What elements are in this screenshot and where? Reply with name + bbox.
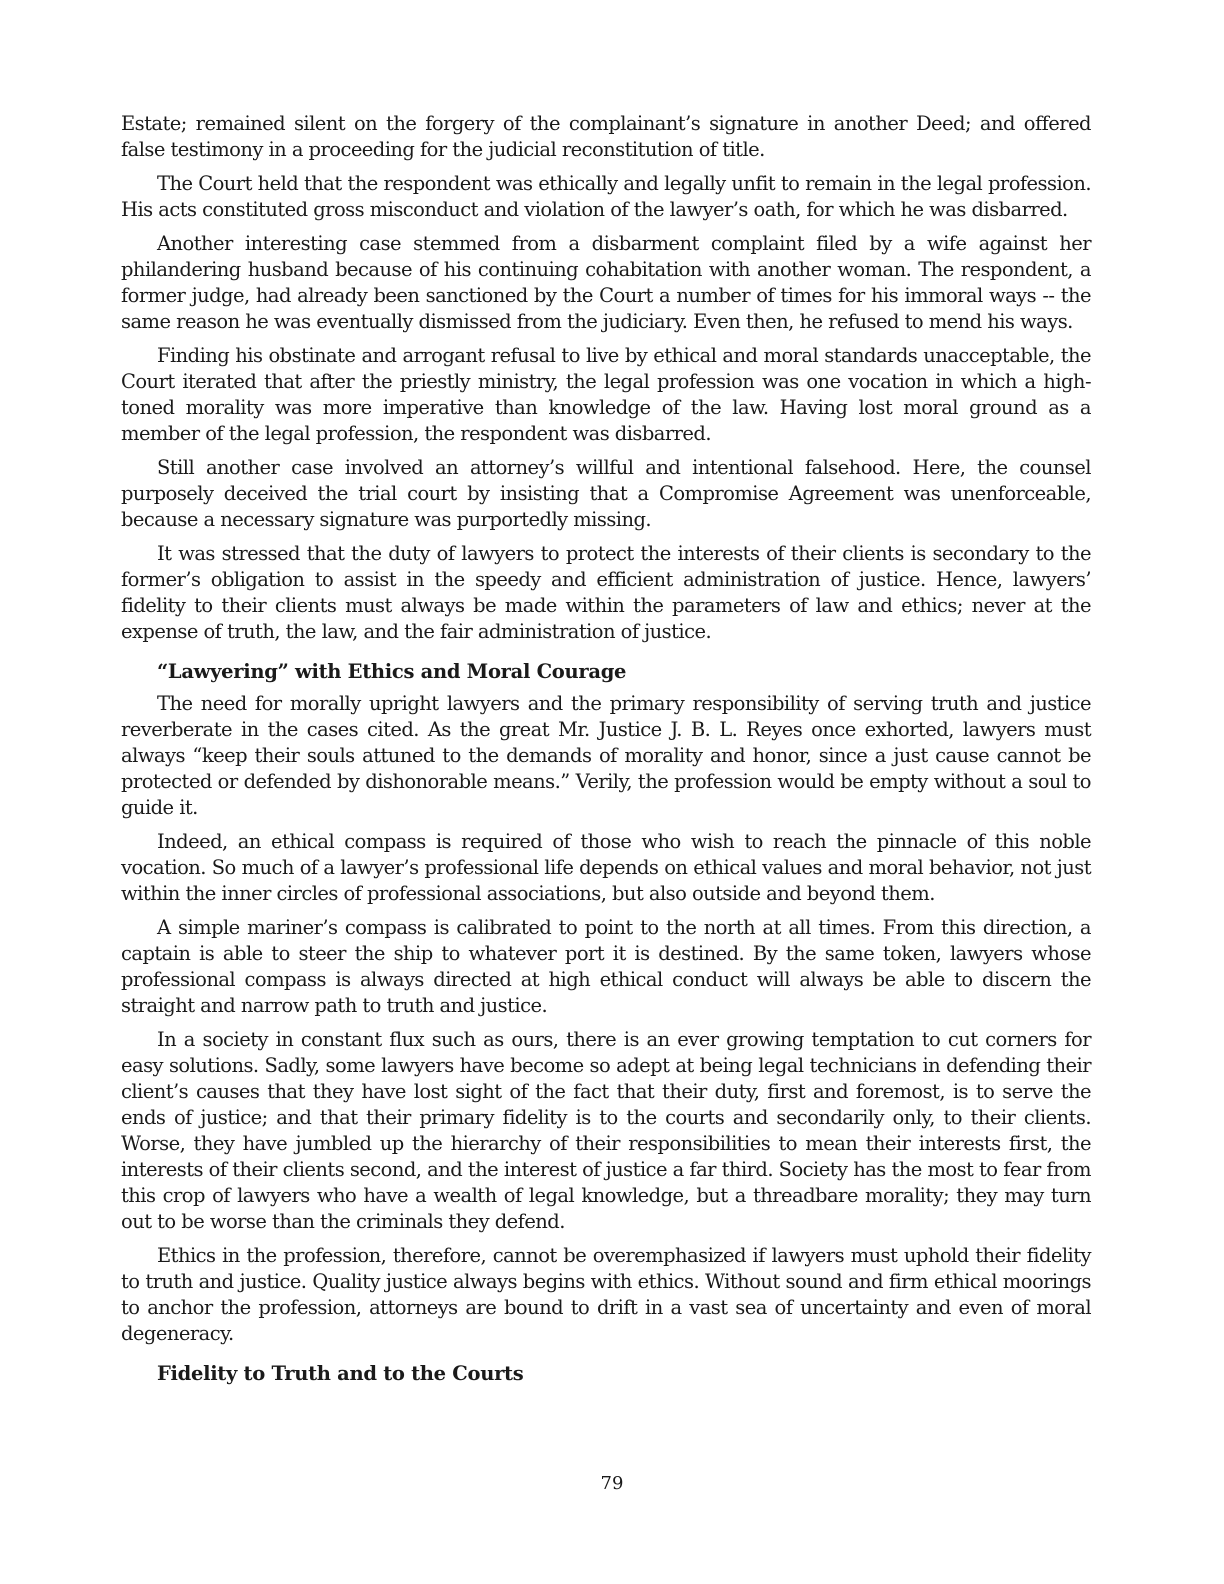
paragraph: A simple mariner’s compass is calibrated to point to the north at all times. From this direction, a captain is able to steer the ship to whatever port it is destined. By the same token, lawyers whose professional compass is always directed at high ethical conduct will always be able to discern the straight and narrow path to truth and justice. [121, 916, 1091, 1017]
paragraph: Estate; remained silent on the forgery of the complainant’s signature in another Deed; and offered false testimony in a proceeding for the judicial reconstitution of title. [121, 112, 1091, 161]
paragraph: Ethics in the profession, therefore, cannot be overemphasized if lawyers must uphold their fidelity to truth and justice. Quality justice always begins with ethics. Without sound and firm ethical moorings to anchor the profession, attorneys are bound to drift in a vast sea of uncertainty and even of moral degeneracy. [121, 1244, 1091, 1345]
section-heading-fidelity: Fidelity to Truth and to the Courts [157, 1362, 524, 1385]
paragraph: Still another case involved an attorney’s willful and intentional falsehood. Here, the counsel purposely deceived the trial court by insisting that a Compromise Agreement was unenforceable, because a necessary signature was purportedly missing. [121, 456, 1091, 531]
paragraph: In a society in constant flux such as ours, there is an ever growing temptation to cut corners for easy solutions. Sadly, some lawyers have become so adept at being legal technicians in defending their client’s causes that they have lost sight of the fact that their duty, first and foremost, is to serve the ends of justice; and that their primary fidelity is to the courts and secondarily only, to their clients. Worse, they have jumbled up the hierarchy of their responsibilities to mean their interests first, the interests of their clients second, and the interest of justice a far third. Society has the most to fear from this crop of lawyers who have a wealth of legal knowledge, but a threadbare morality; they may turn out to be worse than the criminals they defend. [121, 1028, 1091, 1233]
paragraph: Finding his obstinate and arrogant refusal to live by ethical and moral standards unacceptable, the Court iterated that after the priestly ministry, the legal profession was one vocation in which a high-toned morality was more imperative than knowledge of the law. Having lost moral ground as a member of the legal profession, the respondent was disbarred. [121, 344, 1091, 445]
paragraph: It was stressed that the duty of lawyers to protect the interests of their clients is secondary to the former’s obligation to assist in the speedy and efficient administration of justice. Hence, lawyers’ fidelity to their clients must always be made within the parameters of law and ethics; never at the expense of truth, the law, and the fair administration of justice. [121, 542, 1091, 643]
document-page [121, 111, 1091, 1393]
paragraph: Indeed, an ethical compass is required of those who wish to reach the pinnacle of this noble vocation. So much of a lawyer’s professional life depends on ethical values and moral behavior, not just within the inner circles of professional associations, but also outside and beyond them. [121, 830, 1091, 905]
page-number: 79 [600, 1473, 624, 1494]
section-heading-lawyering: “Lawyering” with Ethics and Moral Courage [157, 660, 627, 683]
paragraph: Another interesting case stemmed from a disbarment complaint filed by a wife against her philandering husband because of his continuing cohabitation with another woman. The respondent, a former judge, had already been sanctioned by the Court a number of times for his immoral ways -- the same reason he was eventually dismissed from the judiciary. Even then, he refused to mend his ways. [121, 232, 1091, 333]
paragraph: The Court held that the respondent was ethically and legally unfit to remain in the legal profession. His acts constituted gross misconduct and violation of the lawyer’s oath, for which he was disbarred. [121, 172, 1091, 221]
paragraph: The need for morally upright lawyers and the primary responsibility of serving truth and justice reverberate in the cases cited. As the great Mr. Justice J. B. L. Reyes once exhorted, lawyers must always “keep their souls attuned to the demands of morality and honor, since a just cause cannot be protected or defended by dishonorable means.” Verily, the profession would be empty without a soul to guide it. [121, 692, 1091, 819]
